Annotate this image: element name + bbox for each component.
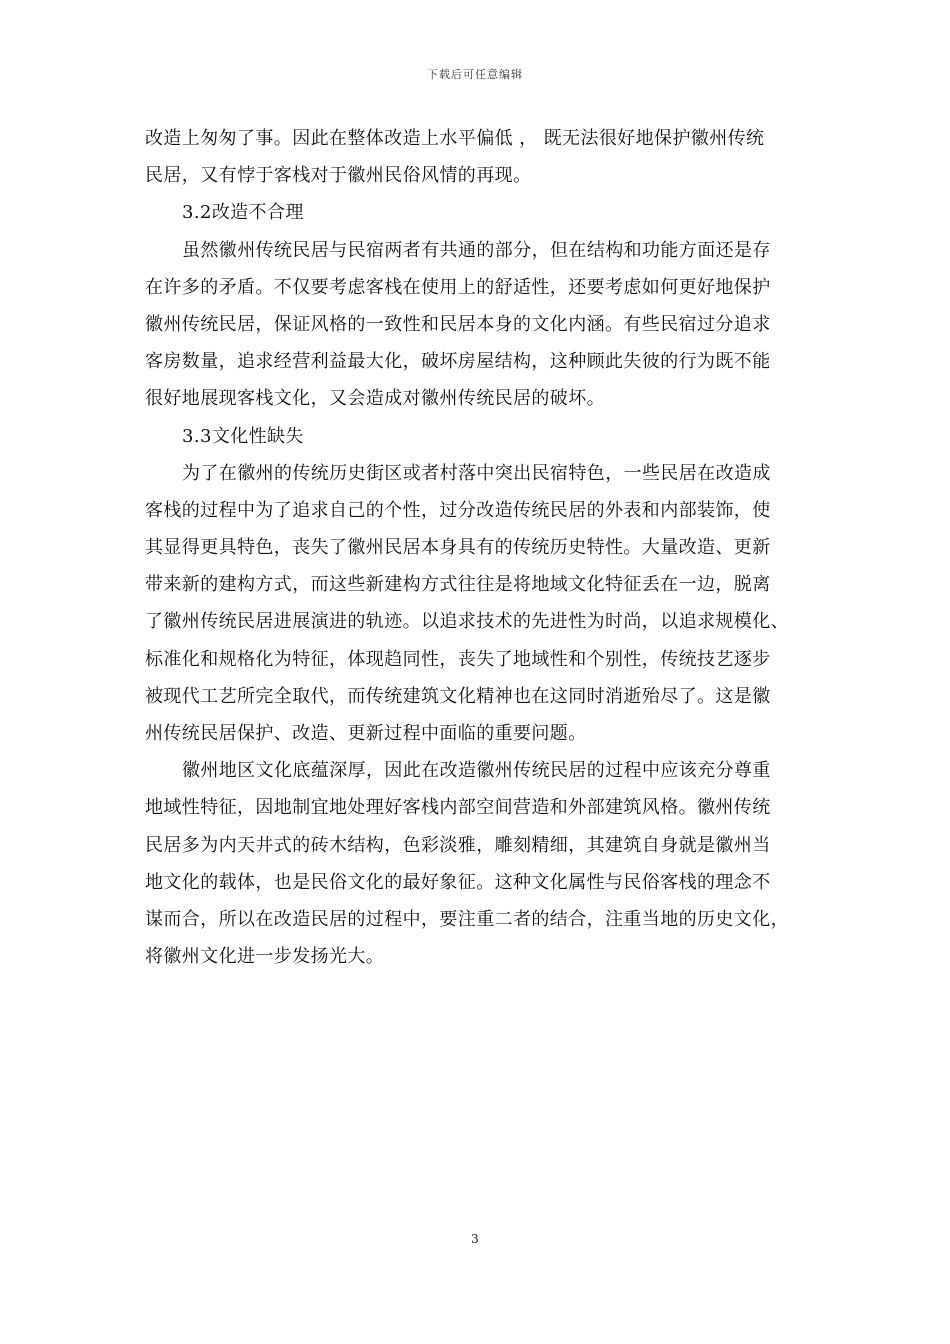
text-line: 州传统民居保护、改造、更新过程中面临的重要问题。 xyxy=(145,723,587,744)
paragraph-start: 徽州地区文化底蕴深厚，因此在改造徽州传统民居的过程中应该充分尊重 xyxy=(182,760,771,782)
text-line: 其显得更具特色，丧失了徽州民居本身具有的传统历史特性。大量改造、更新 xyxy=(145,537,771,559)
page-header: 下载后可任意编辑 xyxy=(427,68,523,81)
page-number: 3 xyxy=(471,1232,479,1246)
text-line: 很好地展现客栈文化，又会造成对徽州传统民居的破坏。 xyxy=(145,388,605,410)
text-line: 地域性特征，因地制宜地处理好客栈内部空间营造和外部建筑风格。徽州传统 xyxy=(145,797,771,819)
text-line: 改造上匆匆了事。因此在整体改造上水平偏低 ， 既无法很好地保护徽州传统 xyxy=(145,128,765,149)
section-heading-3-3: 3.3文化性缺失 xyxy=(182,425,304,447)
text-line: 谋而合，所以在改造民居的过程中，要注重二者的结合，注重当地的历史文化， xyxy=(145,908,789,930)
text-line: 在许多的矛盾。不仅要考虑客栈在使用上的舒适性，还要考虑如何更好地保护 xyxy=(145,276,771,298)
document-body xyxy=(145,120,825,975)
paragraph-start: 为了在徽州的传统历史街区或者村落中突出民宿特色，一些民居在改造成 xyxy=(182,462,771,484)
text-line: 客房数量，追求经营利益最大化，破坏房屋结构，这种顾此失彼的行为既不能 xyxy=(145,351,771,373)
paragraph-start: 虽然徽州传统民居与民宿两者有共通的部分，但在结构和功能方面还是存 xyxy=(182,239,771,261)
text-line: 徽州传统民居，保证风格的一致性和民居本身的文化内涵。有些民宿过分追求 xyxy=(145,313,771,335)
text-line: 客栈的过程中为了追求自己的个性，过分改造传统民居的外表和内部装饰，使 xyxy=(145,499,771,521)
text-line: 带来新的建构方式，而这些新建构方式往往是将地域文化特征丢在一边，脱离 xyxy=(145,574,771,596)
text-line: 标准化和规格化为特征，体现趋同性，丧失了地域性和个别性，传统技艺逐步 xyxy=(145,648,771,670)
text-line: 民居多为内天井式的砖木结构，色彩淡雅，雕刻精细，其建筑自身就是徽州当 xyxy=(145,834,771,856)
text-line: 被现代工艺所完全取代，而传统建筑文化精神也在这同时消逝殆尽了。这是徽 xyxy=(145,685,771,707)
text-line: 民居，又有悖于客栈对于徽州民俗风情的再现。 xyxy=(145,165,532,187)
text-line: 将徽州文化进一步发扬光大。 xyxy=(145,946,385,968)
text-line: 地文化的载体，也是民俗文化的最好象征。这种文化属性与民俗客栈的理念不 xyxy=(145,871,771,893)
text-line: 了徽州传统民居进展演进的轨迹。以追求技术的先进性为时尚，以追求规模化、 xyxy=(145,611,789,633)
section-heading-3-2: 3.2改造不合理 xyxy=(182,202,304,224)
